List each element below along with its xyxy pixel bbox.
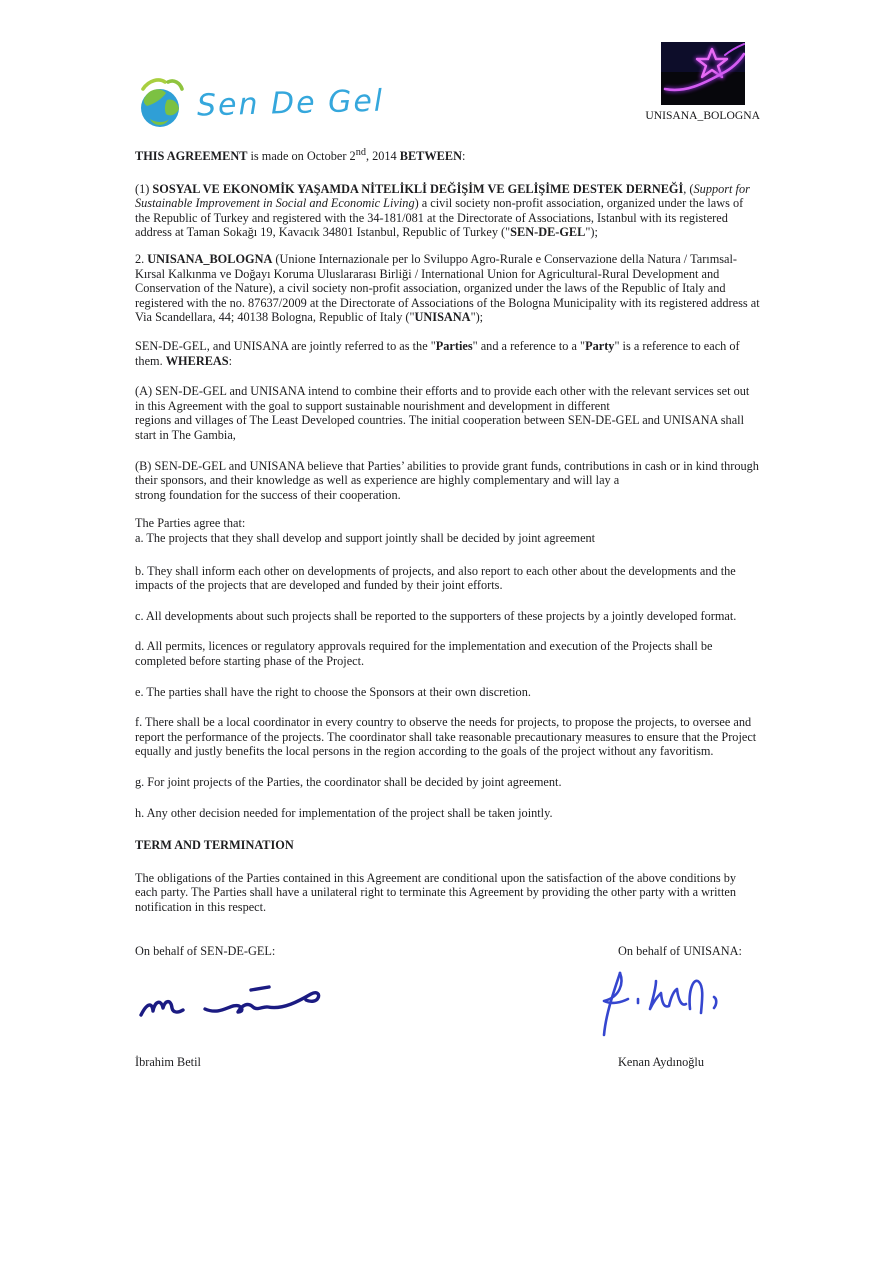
sendegel-signature-label: On behalf of SEN-DE-GEL:	[135, 944, 276, 959]
document-header	[135, 42, 760, 132]
clause-a: a. The projects that they shall develop and support jointly shall be decided by joint agreement	[135, 530, 596, 545]
term-and-termination-heading: TERM AND TERMINATION	[135, 838, 294, 853]
clause-f: f. There shall be a local coordinator in every country to observe the needs for projects, to propose the projects, to oversee and report the performance of the projects. The coordinator shall take reasonable precautionary measures to ensure that the Project equally and justly benefits the local persons in the region according to the goals of the project without any favoritism.	[135, 715, 757, 759]
intro-line: THIS AGREEMENT is made on October 2nd, 2014 BETWEEN:	[135, 147, 466, 164]
sendegel-logo	[135, 76, 384, 132]
sendegel-signatory-name: İbrahim Betil	[135, 1055, 201, 1070]
party2-short-name: UNISANA	[414, 310, 471, 325]
signature-ibrahim-betil	[135, 981, 323, 1025]
unisana-caption: UNISANA_BOLOGNA	[645, 109, 760, 122]
clause-g: g. For joint projects of the Parties, the coordinator shall be decided by joint agreement.	[135, 774, 562, 789]
party1-translation: Support for Sustainable Improvement in Social and Economic Living	[135, 181, 750, 211]
clause-h: h. Any other decision needed for implementation of the project shall be taken jointly.	[135, 805, 553, 820]
unisana-logo-block	[645, 42, 760, 124]
term-body: The obligations of the Parties contained in this Agreement are conditional upon the satisfaction of the above conditions by each party. The Parties shall have a unilateral right to terminate this Agreement by providing the other party with a written notification in this respect.	[135, 870, 737, 914]
unisana-signature-label: On behalf of UNISANA:	[618, 944, 742, 959]
ordinal-superscript: nd	[355, 147, 366, 158]
sendegel-logo-text: Sen De Gel	[196, 83, 385, 124]
party1-name: SOSYAL VE EKONOMİK YAŞAMDA NİTELİKLİ DEĞİŞİM VE GELİŞİME DESTEK DERNEĞİ	[152, 181, 684, 196]
whereas-b: (B) SEN-DE-GEL and UNISANA believe that Parties’ abilities to provide grant funds, contributions in cash or in kind through their sponsors, and their knowledge as well as experience are highly complementary and will lay a strong foundation for the success of their cooperation.	[135, 458, 759, 502]
clause-c: c. All developments about such projects shall be reported to the supporters of these projects by a jointly developed format.	[135, 608, 737, 623]
signature-block-unisana	[618, 944, 760, 1069]
parties-reference: SEN-DE-GEL, and UNISANA are jointly referred to as the "Parties" and a reference to a "Party" is a reference to each of them. WHEREAS:	[135, 339, 740, 368]
clause-b: b. They shall inform each other on developments of projects, and also report to each other about the developments and the impacts of the projects that are developed and funded by their joint efforts.	[135, 563, 736, 593]
whereas-a: (A) SEN-DE-GEL and UNISANA intend to combine their efforts and to provide each other with the relevant services set out in this Agreement with the goal to support sustainable nourishment and development in different regions and villages of The Least Developed countries. The initial cooperation between SEN-DE-GEL and UNISANA shall start in The Gambia,	[135, 384, 750, 442]
agreement-lead: The Parties agree that: a. The projects that they shall develop and support jointly shall be decided by joint agreement	[135, 516, 596, 545]
clause-e: e. The parties shall have the right to choose the Sponsors at their own discretion.	[135, 684, 531, 699]
unisana-star-logo	[661, 42, 745, 105]
signature-kenan-aydinoglu	[584, 965, 724, 1049]
party1-short-name: SEN-DE-GEL	[510, 225, 586, 240]
party2-name: UNISANA_BOLOGNA	[147, 252, 273, 267]
party-clause-2: 2. UNISANA_BOLOGNA (Unione Internazionale per lo Sviluppo Agro-Rurale e Conservazione della Natura / Tarımsal-Kırsal Kalkınma ve Doğayı Koruma Uluslararası Birliği / International Union for Agricultural-Rural Development and Conservation of the Nature), a civil society non-profit association, organized under the laws of the Republic of Italy and registered with the no. 87637/2009 at the Directorate of Associations of the Bologna Municipality with its registered address at Via Scandellara, 44; 40138 Bologna, Republic of Italy ("UNISANA");	[135, 252, 760, 325]
globe-icon	[135, 76, 187, 132]
clause-d: d. All permits, licences or regulatory approvals required for the implementation and execution of the Projects shall be completed before starting phase of the Project.	[135, 639, 713, 668]
signature-section	[135, 944, 760, 1069]
party-clause-1: (1) SOSYAL VE EKONOMİK YAŞAMDA NİTELİKLİ DEĞİŞİM VE GELİŞİME DESTEK DERNEĞİ, (Support for Sustainable Improvement in Social and Economic Living) a civil society non-profit association, organized under the laws of the Republic of Turkey and registered with the 34-181/081 at the Directorate of Associations, Istanbul with its registered address at Taman Sokağı 19, Kavacık 34801 Istanbul, Republic of Turkey ("SEN-DE-GEL");	[135, 181, 750, 240]
signature-block-sendegel	[135, 944, 275, 1069]
unisana-signatory-name: Kenan Aydınoğlu	[618, 1055, 704, 1070]
